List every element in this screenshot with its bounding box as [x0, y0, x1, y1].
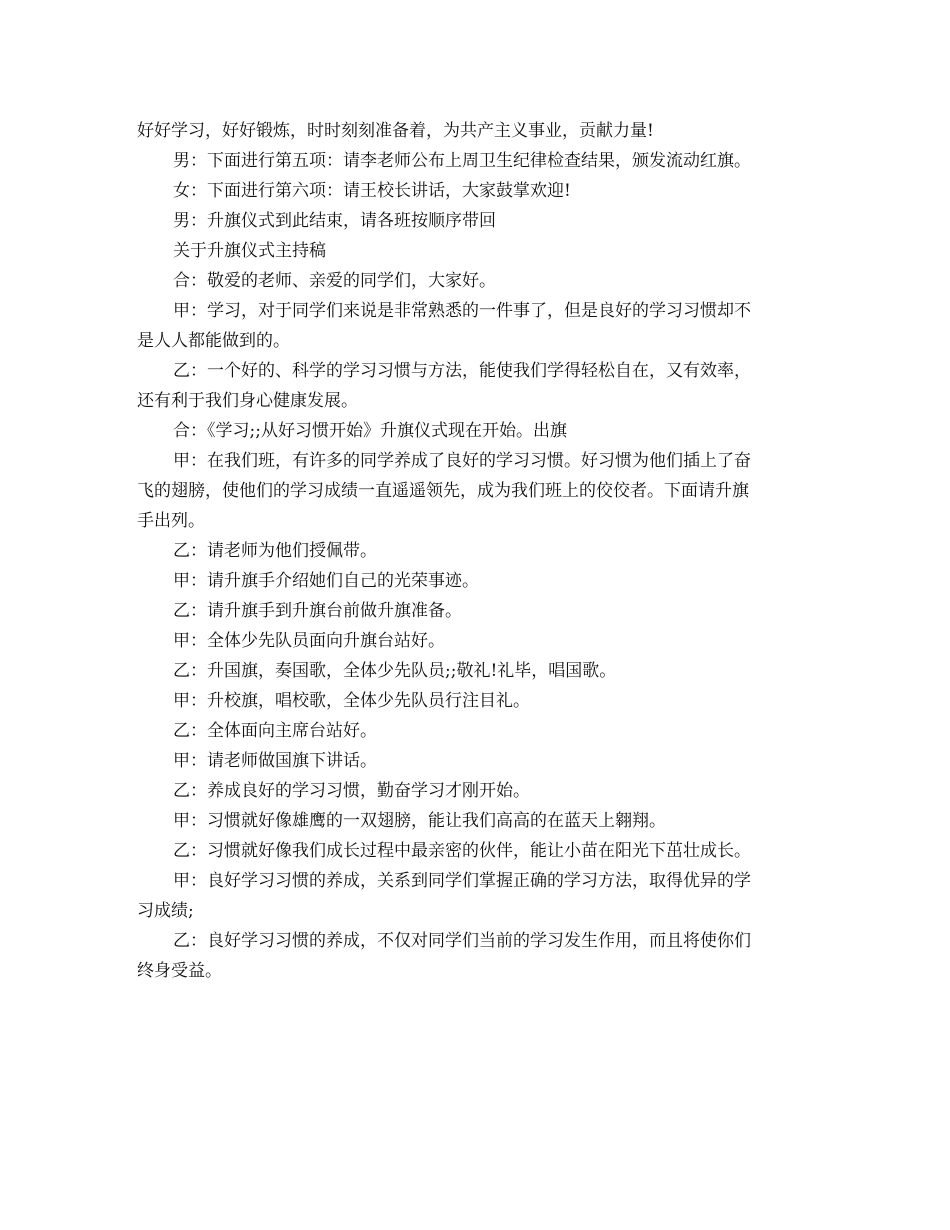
- text-line: 还有利于我们身心健康发展。: [137, 391, 358, 411]
- text-line: 关于升旗仪式主持稿: [173, 241, 326, 261]
- text-line: 女：下面进行第六项：请王校长讲话，大家鼓掌欢迎!: [173, 181, 571, 201]
- text-line: 飞的翅膀，使他们的学习成绩一直遥遥领先，成为我们班上的佼佼者。下面请升旗: [137, 481, 749, 501]
- text-line: 甲：习惯就好像雄鹰的一双翅膀，能让我们高高的在蓝天上翱翔。: [173, 811, 666, 831]
- text-line: 甲：在我们班，有许多的同学养成了良好的学习习惯。好习惯为他们插上了奋: [173, 451, 751, 471]
- text-line: 乙：升国旗，奏国歌，全体少先队员;;敬礼!礼毕，唱国歌。: [173, 661, 617, 681]
- text-line: 甲：升校旗，唱校歌，全体少先队员行注目礼。: [173, 691, 530, 711]
- text-line: 甲：良好学习习惯的养成，关系到同学们掌握正确的学习方法，取得优异的学: [173, 871, 751, 891]
- text-line: 甲：请升旗手介绍她们自己的光荣事迹。: [173, 571, 479, 591]
- text-line: 乙：全体面向主席台站好。: [173, 721, 377, 741]
- text-line: 乙：习惯就好像我们成长过程中最亲密的伙伴，能让小苗在阳光下茁壮成长。: [173, 841, 751, 861]
- text-line: 乙：请老师为他们授佩带。: [173, 541, 377, 561]
- text-line: 乙：良好学习习惯的养成，不仅对同学们当前的学习发生作用，而且将使你们: [173, 931, 751, 951]
- text-line: 习成绩;: [137, 901, 194, 921]
- text-line: 乙：请升旗手到升旗台前做升旗准备。: [173, 601, 462, 621]
- text-line: 甲：全体少先队员面向升旗台站好。: [173, 631, 445, 651]
- document-body: [137, 116, 819, 986]
- text-line: 甲：学习，对于同学们来说是非常熟悉的一件事了，但是良好的学习习惯却不: [173, 301, 751, 321]
- text-line: 好好学习，好好锻炼，时时刻刻准备着，为共产主义事业，贡献力量!: [137, 121, 654, 141]
- text-line: 终身受益。: [137, 961, 222, 981]
- text-line: 乙：一个好的、科学的学习习惯与方法，能使我们学得轻松自在，又有效率，: [173, 361, 751, 381]
- text-line: 乙：养成良好的学习习惯，勤奋学习才刚开始。: [173, 781, 530, 801]
- text-line: 男：升旗仪式到此结束，请各班按顺序带回: [173, 211, 496, 231]
- text-line: 合：敬爱的老师、亲爱的同学们，大家好。: [173, 271, 496, 291]
- text-line: 合：《学习;;从好习惯开始》升旗仪式现在开始。出旗: [173, 421, 567, 441]
- text-line: 甲：请老师做国旗下讲话。: [173, 751, 377, 771]
- text-line: 手出列。: [137, 511, 205, 531]
- text-line: 是人人都能做到的。: [137, 331, 290, 351]
- text-line: 男：下面进行第五项：请李老师公布上周卫生纪律检查结果，颁发流动红旗。: [173, 151, 751, 171]
